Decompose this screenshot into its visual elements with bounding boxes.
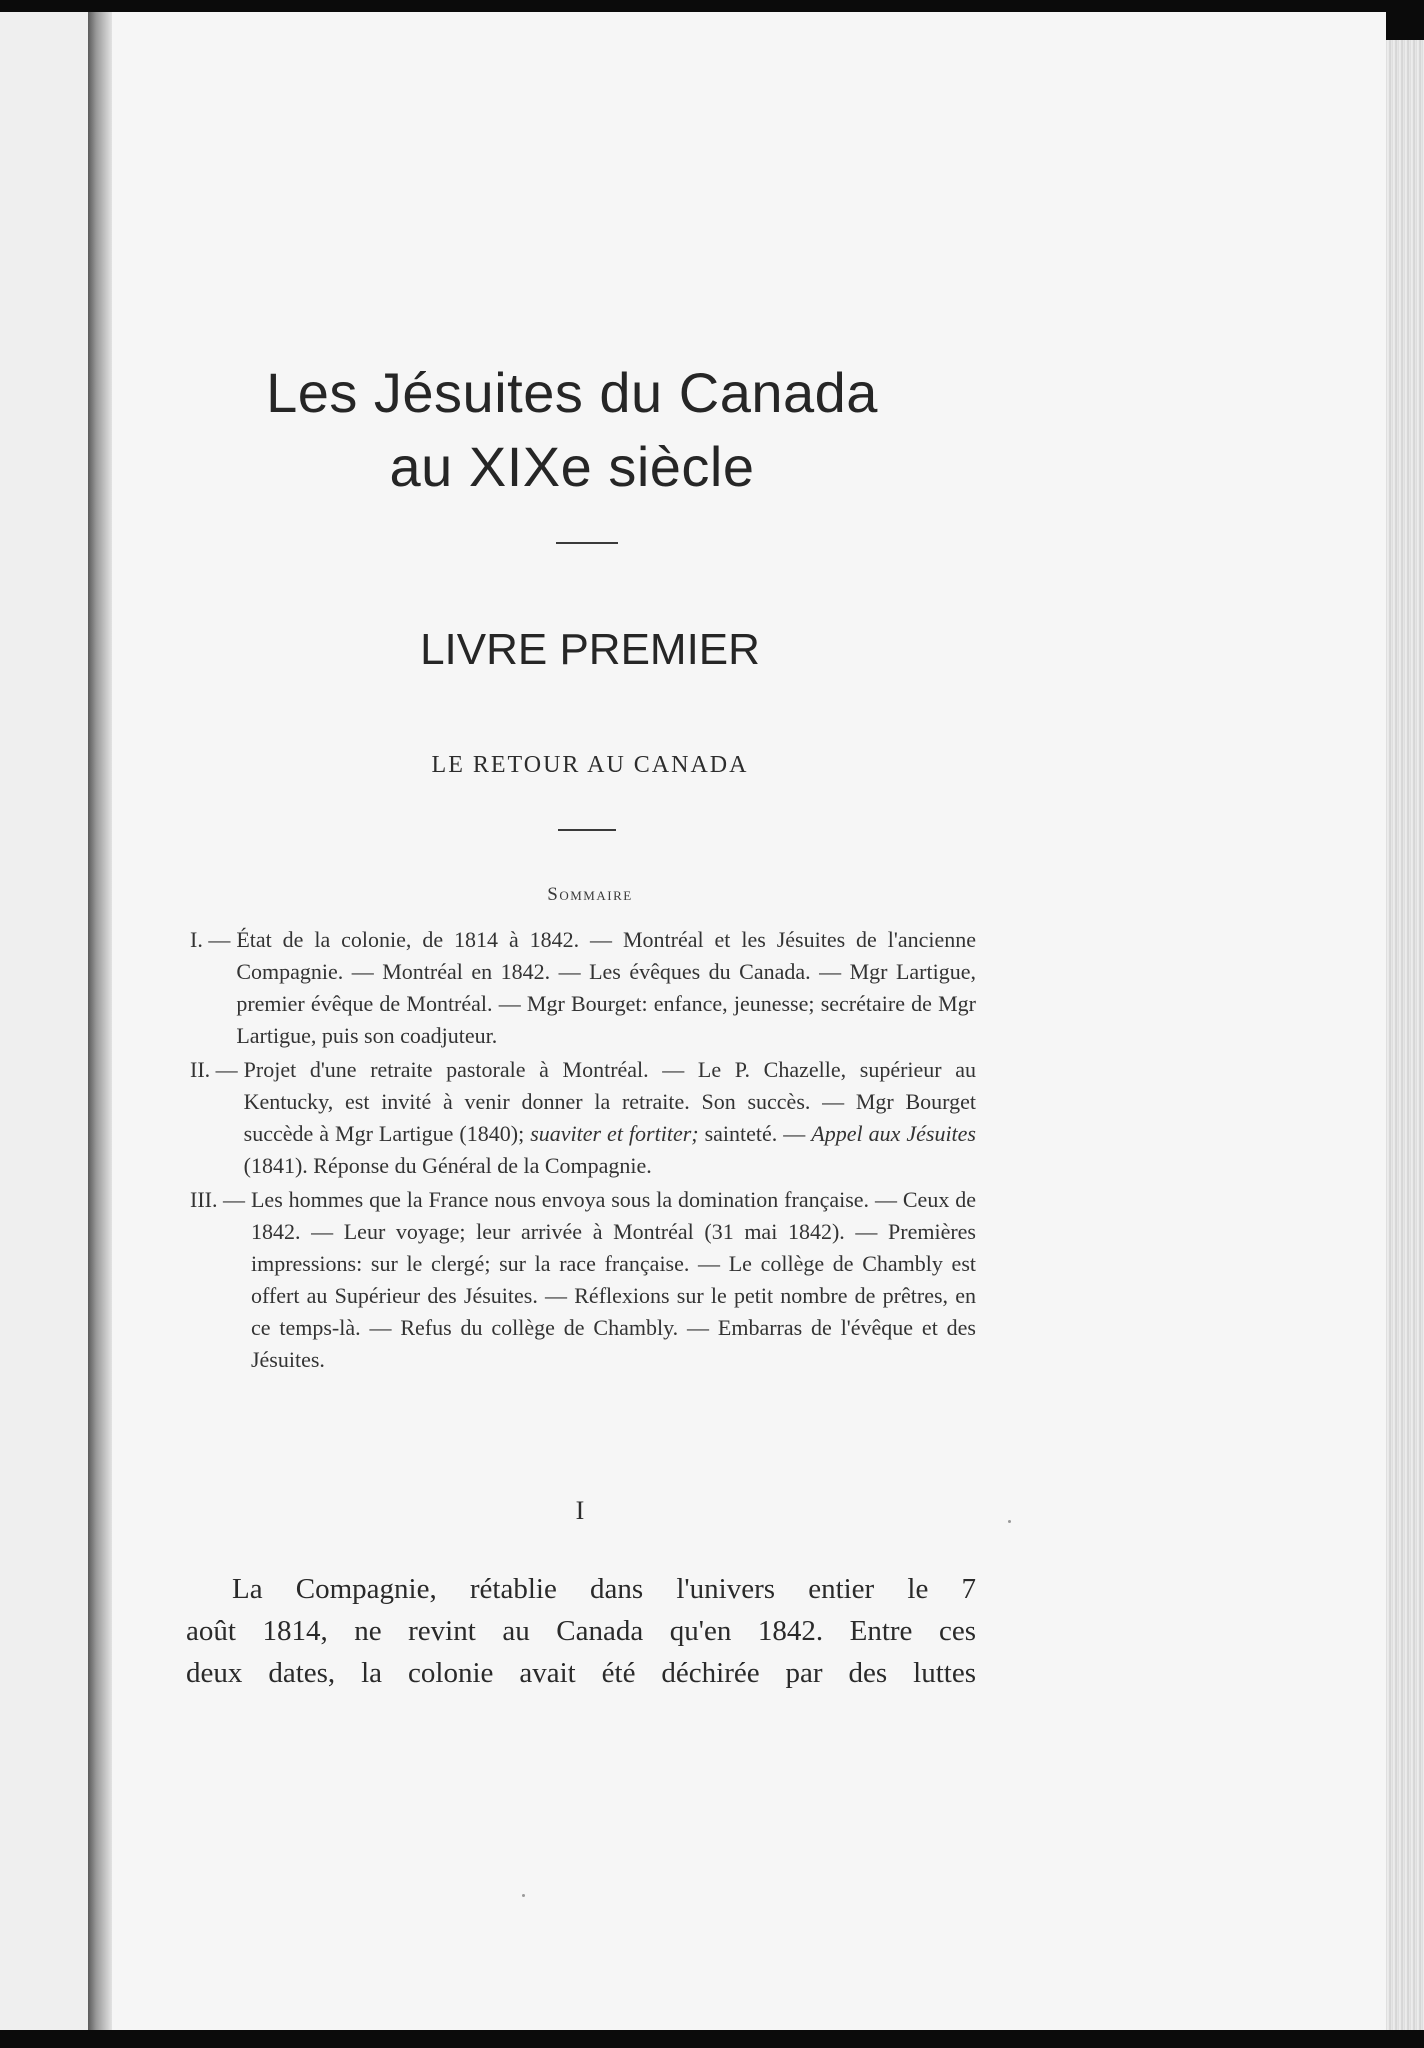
summary-item-text: État de la colonie, de 1814 à 1842. — Montréal et les Jésuites de l'ancienne Compagnie. — Montréal en 1842. — Les évêques du Canada. — Mgr Lartigue, premier évêque de Montréal. — Mgr Bourget: enfance, jeunesse; secrétaire de Mgr Lartigue, puis son coadjuteur. [236, 927, 976, 1048]
summary-heading: Sommaire [547, 884, 633, 905]
body-line: La Compagnie, rétablie dans l'univers entier le 7 [232, 1573, 976, 1605]
page-stack-edges [1386, 40, 1424, 2030]
body-line: août 1814, ne revint au Canada qu'en 1842. Entre ces [186, 1615, 976, 1647]
summary-text-segment: (1841). Réponse du Général de la Compagnie. [243, 1153, 652, 1178]
summary-item [190, 1054, 976, 1182]
left-page-edge [0, 12, 96, 2030]
summary-item-number: I. — [190, 927, 231, 952]
title-divider [556, 542, 618, 544]
summary-item-number: III. — [190, 1187, 245, 1212]
summary-item [190, 924, 976, 1052]
body-paragraph [186, 1568, 976, 1694]
summary-item [190, 1184, 976, 1376]
chapter-divider [558, 829, 616, 831]
summary-text-segment: Projet d'une retraite pastorale à Montréal. — Le P. Chazelle, supérieur au Kentucky, est invité à venir donner la retraite. Son succès. — Mgr Bourget succède à Mgr Lartigue (1840); [243, 1057, 976, 1146]
title-line-2: au XIXe siècle [389, 435, 755, 498]
paper-speck [1008, 1520, 1011, 1523]
summary-text-segment: sainteté. — [704, 1121, 806, 1146]
summary-item-number: II. — [190, 1057, 238, 1082]
summary-italic-appeal: Appel aux Jésuites [811, 1121, 976, 1146]
body-line: deux dates, la colonie avait été déchirée par des luttes [186, 1657, 976, 1689]
book-heading: LIVRE PREMIER [420, 625, 760, 674]
chapter-heading: LE RETOUR AU CANADA [431, 752, 749, 778]
summary-italic-motto: suaviter et fortiter; [530, 1121, 699, 1146]
summary-item-text: Les hommes que la France nous envoya sous la domination française. — Ceux de 1842. — Leur voyage; leur arrivée à Montréal (31 mai 1842). — Premières impressions: sur le clergé; sur la race française. — Le collège de Chambly est offert au Supérieur des Jésuites. — Réflexions sur le petit nombre de prêtres, en ce temps-là. — Refus du collège de Chambly. — Embarras de l'évêque et des Jésuites. [250, 1187, 976, 1372]
summary-item-text [244, 1054, 976, 1182]
paper-speck [522, 1894, 525, 1897]
summary-list [190, 924, 976, 1378]
section-number: I [575, 1496, 585, 1525]
book-title [232, 356, 912, 504]
title-line-1: Les Jésuites du Canada [266, 361, 878, 424]
